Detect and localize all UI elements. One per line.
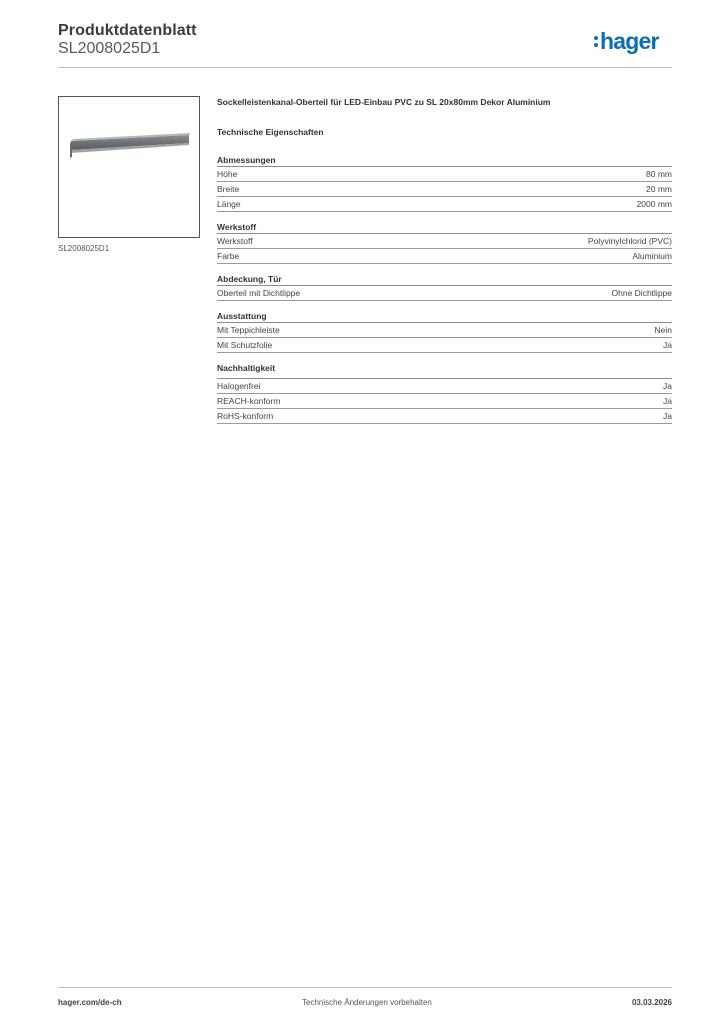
section-title: Abdeckung, Tür: [217, 273, 672, 286]
property-label: Mit Schutzfolie: [217, 340, 273, 350]
logo-text: hager: [600, 27, 659, 54]
property-label: Halogenfrei: [217, 381, 261, 391]
property-label: Länge: [217, 199, 241, 209]
property-row: [217, 338, 672, 353]
property-row: [217, 323, 672, 338]
property-value: 20 mm: [646, 184, 672, 194]
property-value: Ohne Dichtlippe: [611, 288, 672, 298]
property-row: [217, 197, 672, 212]
property-row: [217, 234, 672, 249]
product-details: [217, 95, 672, 424]
property-label: Farbe: [217, 251, 240, 261]
property-value: Aluminium: [632, 251, 672, 261]
section-title: Werkstoff: [217, 221, 672, 234]
property-label: Mit Teppichleiste: [217, 325, 280, 335]
footer-website-link[interactable]: hager.com/de-ch: [58, 998, 122, 1007]
section-material: [217, 221, 672, 264]
property-value: Ja: [663, 411, 672, 421]
product-code: SL2008025D1: [58, 40, 161, 57]
property-label: Breite: [217, 184, 240, 194]
property-value: Polyvinylchlorid (PVC): [587, 236, 672, 246]
product-profile-icon: [59, 97, 199, 237]
property-row: [217, 379, 672, 394]
property-label: Werkstoff: [217, 236, 253, 246]
property-row: [217, 167, 672, 182]
product-image: [58, 96, 200, 238]
property-row: [217, 286, 672, 301]
section-title: Ausstattung: [217, 310, 672, 323]
tech-properties-title: Technische Eigenschaften: [217, 127, 324, 137]
section-title: Abmessungen: [217, 154, 672, 167]
footer-divider: [58, 987, 672, 988]
image-caption: SL2008025D1: [58, 244, 110, 253]
property-value: 80 mm: [646, 169, 672, 179]
property-label: Oberteil mit Dichtlippe: [217, 288, 301, 298]
property-row: [217, 182, 672, 197]
property-value: Nein: [654, 325, 672, 335]
footer-notice: Technische Änderungen vorbehalten: [302, 998, 432, 1007]
property-row: [217, 409, 672, 424]
section-sustainability: [217, 362, 672, 424]
section-equipment: [217, 310, 672, 353]
header-divider: [58, 67, 672, 68]
property-label: Höhe: [217, 169, 238, 179]
product-description: Sockelleistenkanal-Oberteil für LED-Einbau PVC zu SL 20x80mm Dekor Aluminium: [217, 97, 551, 107]
property-row: [217, 394, 672, 409]
footer-date: 03.03.2026: [631, 998, 672, 1007]
section-dimensions: [217, 154, 672, 212]
page-title: Produktdatenblatt: [58, 22, 197, 39]
section-cover: [217, 273, 672, 301]
property-label: RoHS-konform: [217, 411, 274, 421]
property-value: Ja: [663, 396, 672, 406]
property-label: REACH-konform: [217, 396, 281, 406]
section-title: Nachhaltigkeit: [217, 362, 672, 379]
property-value: 2000 mm: [636, 199, 672, 209]
logo-dots-icon: [594, 36, 598, 47]
property-value: Ja: [663, 340, 672, 350]
hager-logo: [594, 26, 659, 56]
property-value: Ja: [663, 381, 672, 391]
property-row: [217, 249, 672, 264]
